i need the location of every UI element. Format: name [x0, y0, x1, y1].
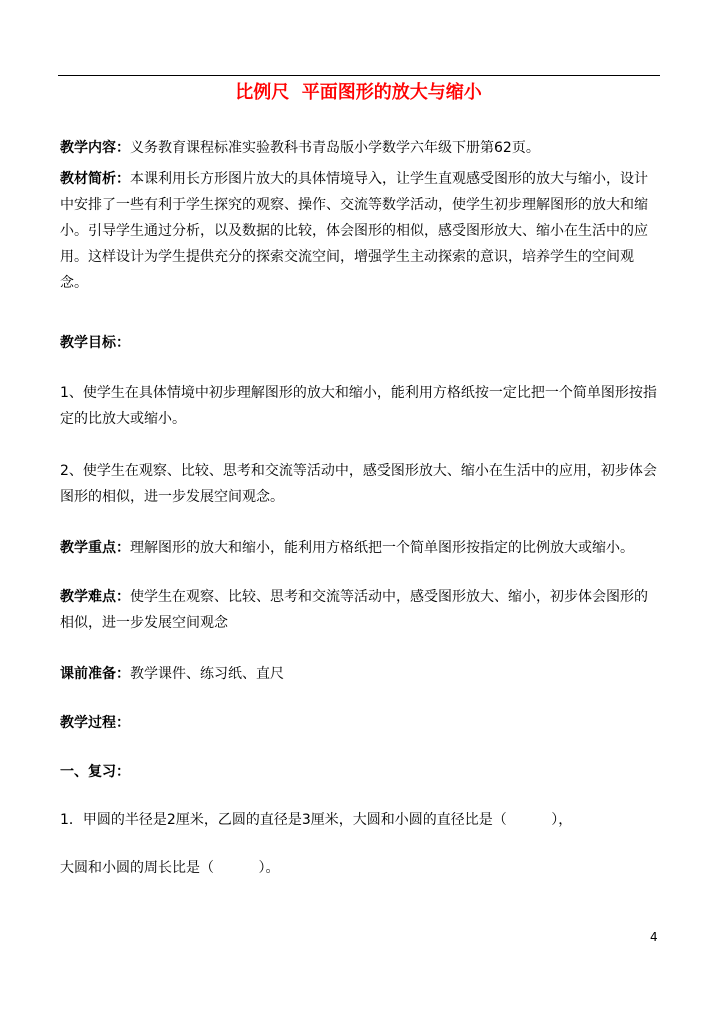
- review-heading: [60, 759, 660, 785]
- key-points-text: 理解图形的放大和缩小，能利用方格纸把一个简单图形按指定的比例放大或缩小。: [130, 540, 634, 556]
- difficulties: [60, 584, 660, 636]
- preparation-text: 教学课件、练习纸、直尺: [130, 666, 284, 682]
- teaching-content-label: 教学内容：: [60, 140, 130, 156]
- preparation-label: 课前准备：: [60, 666, 130, 682]
- review-question-2: [60, 855, 660, 881]
- key-points: [60, 535, 660, 561]
- review-question-1: [60, 807, 660, 833]
- document-title: 比例尺 平面图形的放大与缩小: [235, 82, 482, 103]
- objectives-heading: [60, 330, 660, 356]
- review-question-1-text: 1．甲圆的半径是2厘米，乙圆的直径是3厘米，大圆和小圆的直径比是（: [60, 812, 507, 828]
- objective-item: 1、使学生在具体情境中初步理解图形的放大和缩小，能利用方格纸按一定比把一个简单图形按指定的比放大或缩小。: [60, 385, 657, 427]
- teaching-content: [60, 135, 660, 161]
- review-question-2-close: ）。: [258, 860, 280, 876]
- preparation: [60, 661, 660, 687]
- textbook-analysis-label: 教材简析：: [60, 171, 130, 187]
- textbook-analysis-text: 本课利用长方形图片放大的具体情境导入，让学生直观感受图形的放大与缩小，设计中安排了一些有利于学生探究的观察、操作、交流等数学活动，使学生初步理解图形的放大和缩小。引导学生通过分析，以及数据的比较，体会图形的相似，感受图形放大、缩小在生活中的应用。这样设计为学生提供充分的探索交流空间，增强学生主动探索的意识，培养学生的空间观念。: [60, 171, 648, 291]
- header-rule: [58, 75, 660, 76]
- review-question-2-text: 大圆和小圆的周长比是（: [60, 860, 214, 876]
- objectives-label: 教学目标：: [60, 335, 130, 351]
- process-label: 教学过程：: [60, 715, 130, 731]
- process-heading: [60, 710, 660, 736]
- review-label: 一、复习：: [60, 764, 130, 780]
- objective-item: 2、使学生在观察、比较、思考和交流等活动中，感受图形放大、缩小在生活中的应用，初步体会图形的相似，进一步发展空间观念。: [60, 463, 657, 505]
- difficulties-text: 使学生在观察、比较、思考和交流等活动中，感受图形放大、缩小，初步体会图形的相似，进一步发展空间观念: [60, 589, 648, 631]
- page-number: 4: [650, 930, 658, 944]
- difficulties-label: 教学难点：: [60, 589, 130, 605]
- teaching-content-text: 义务教育课程标准实验教科书青岛版小学数学六年级下册第62页。: [130, 140, 540, 156]
- answer-blank: [507, 812, 552, 828]
- textbook-analysis: [60, 166, 660, 296]
- review-question-1-close: ），: [551, 812, 573, 828]
- answer-blank: [214, 860, 259, 876]
- key-points-label: 教学重点：: [60, 540, 130, 556]
